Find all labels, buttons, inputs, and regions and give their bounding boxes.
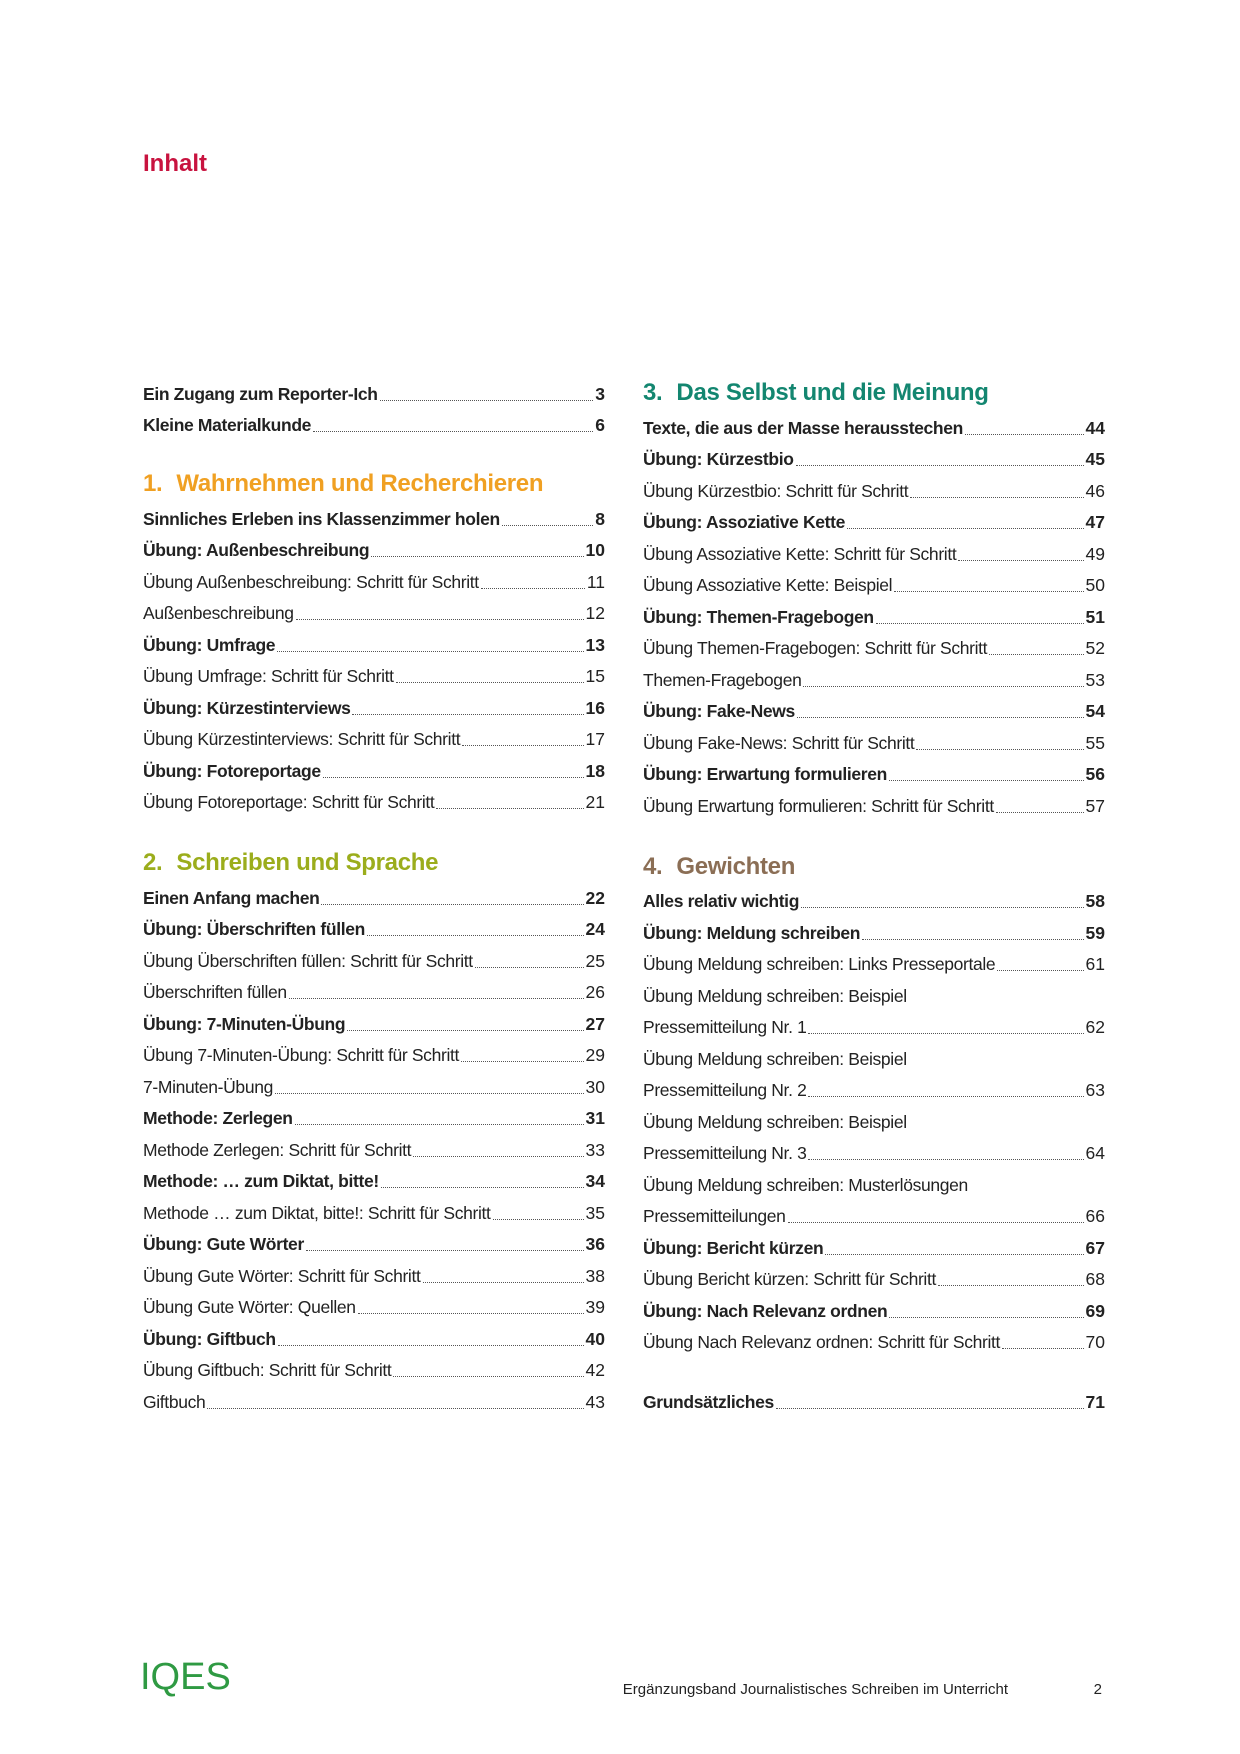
toc-entry [143, 1129, 605, 1161]
toc-entry-page: 51 [1085, 606, 1105, 627]
toc-entry [643, 1290, 1105, 1322]
toc-entry [143, 1192, 605, 1224]
toc-entry-title: Übung: Umfrage [143, 634, 276, 655]
toc-entry-title: Pressemitteilung Nr. 2 [643, 1080, 807, 1100]
toc-entry-title: Übung Kürzestbio: Schritt für Schritt [643, 480, 909, 501]
section-title: Wahrnehmen und Recherchieren [176, 470, 544, 497]
toc-entry-page: 45 [1085, 449, 1105, 469]
dot-leader [997, 970, 1083, 971]
dot-leader [502, 525, 593, 526]
toc-entry-page: 12 [585, 603, 605, 623]
dot-leader [801, 907, 1083, 908]
toc-entry-page: 30 [585, 1076, 605, 1097]
toc-entry-title: Übung Fotoreportage: Schritt für Schritt [143, 792, 435, 812]
dot-leader [352, 714, 583, 715]
dot-leader [916, 749, 1083, 750]
dot-leader [475, 967, 584, 968]
dot-leader [481, 588, 585, 589]
dot-leader [894, 591, 1083, 592]
toc-entry [643, 944, 1105, 976]
toc-entry-title: Außenbeschreibung [143, 603, 294, 623]
toc-entry-title: Übung: Fotoreportage [143, 760, 321, 781]
dot-leader [367, 935, 584, 936]
toc-entry-title: 7-Minuten-Übung [143, 1076, 273, 1097]
dot-leader [825, 1254, 1083, 1255]
toc-entry-title: Übung: Außenbeschreibung [143, 540, 370, 560]
dot-leader [413, 1156, 583, 1157]
toc-entry-page: 68 [1085, 1269, 1105, 1289]
dot-leader [277, 651, 583, 652]
toc-entry [643, 1038, 1105, 1070]
toc-entry-page: 63 [1085, 1080, 1105, 1100]
toc-entry [143, 593, 605, 625]
dot-leader [803, 686, 1083, 687]
toc-entry [143, 972, 605, 1004]
dot-leader [423, 1282, 584, 1283]
dot-leader [938, 1285, 1084, 1286]
toc-entry-title: Grundsätzliches [643, 1391, 774, 1412]
section-title: Gewichten [676, 852, 796, 880]
toc-entry [143, 498, 605, 530]
toc-entry-title: Übung Erwartung formulieren: Schritt für Schritt [643, 795, 994, 816]
toc-entry [643, 881, 1105, 913]
toc-section-2-list [143, 877, 605, 1413]
toc-entry-page: 10 [585, 540, 605, 560]
dot-leader [321, 904, 583, 905]
toc-entry-title: Übung Fake-News: Schritt für Schritt [643, 732, 915, 753]
toc-entry-title: Übung: Gute Wörter [143, 1234, 304, 1254]
toc-entry-page: 27 [585, 1013, 605, 1034]
toc-entry-page: 62 [1085, 1017, 1105, 1037]
toc-entry-page: 39 [585, 1297, 605, 1317]
toc-entry-page: 67 [1085, 1237, 1105, 1258]
dot-leader [323, 777, 584, 778]
dot-leader [788, 1222, 1084, 1223]
toc-entry-title: Pressemitteilung Nr. 1 [643, 1017, 807, 1037]
toc-entry [143, 687, 605, 719]
toc-entry-title: Übung: Themen-Fragebogen [643, 606, 874, 627]
toc-entry [143, 405, 605, 437]
toc-entry-title: Alles relativ wichtig [643, 891, 800, 911]
toc-entry-page: 54 [1085, 701, 1105, 721]
dot-leader [393, 1376, 583, 1377]
toc-entry-page: 8 [595, 508, 605, 529]
toc-entry-title: Texte, die aus der Masse herausstechen [643, 417, 963, 438]
dot-leader [275, 1093, 584, 1094]
toc-entry-page: 49 [1085, 543, 1105, 564]
dot-leader [808, 1159, 1083, 1160]
toc-entry-page: 13 [585, 634, 605, 655]
toc-entry-title: Übung Meldung schreiben: Beispiel [643, 985, 907, 1006]
toc-entry-page: 50 [1085, 575, 1105, 595]
toc-entry-title: Übung Meldung schreiben: Musterlösungen [643, 1174, 968, 1195]
toc-entry [143, 373, 605, 405]
dot-leader [278, 1345, 584, 1346]
dot-leader [776, 1408, 1084, 1409]
toc-entry-title: Übung Assoziative Kette: Schritt für Schritt [643, 543, 957, 564]
toc-entry-title: Übung: Kürzestinterviews [143, 697, 351, 718]
toc-entry [143, 1098, 605, 1130]
toc-entry [143, 624, 605, 656]
toc-entry-title: Giftbuch [143, 1391, 206, 1412]
toc-entry-page: 33 [585, 1139, 605, 1160]
toc-entry-title: Methode: … zum Diktat, bitte! [143, 1171, 379, 1191]
section-number: 1. [143, 470, 163, 497]
toc-entry-page: 64 [1085, 1143, 1105, 1163]
toc-entry [643, 439, 1105, 471]
toc-entry [643, 754, 1105, 786]
section-number: 2. [143, 849, 163, 876]
toc-entry [643, 596, 1105, 628]
dot-leader [436, 808, 583, 809]
toc-entry-title: Kleine Materialkunde [143, 415, 312, 435]
toc-entry-page: 47 [1085, 512, 1105, 532]
section-title: Das Selbst und die Meinung [676, 379, 989, 406]
toc-right-column [643, 373, 1105, 1413]
toc-entry-page: 29 [585, 1045, 605, 1065]
toc-entry-page: 36 [585, 1234, 605, 1254]
toc-entry-page: 43 [585, 1391, 605, 1412]
toc-entry [643, 1133, 1105, 1165]
toc-entry-page: 66 [1085, 1206, 1105, 1226]
toc-entry-title: Übung Überschriften füllen: Schritt für Schritt [143, 950, 473, 971]
toc-entry [643, 1259, 1105, 1291]
toc-entry-title: Übung: Fake-News [643, 701, 795, 721]
dot-leader [910, 497, 1083, 498]
dot-leader [296, 619, 584, 620]
toc-entry-page: 52 [1085, 638, 1105, 658]
toc-section-3-list [643, 407, 1105, 817]
toc-entry-title: Übung Meldung schreiben: Beispiel [643, 1111, 907, 1132]
toc-entry-title: Übung Umfrage: Schritt für Schritt [143, 666, 394, 686]
toc-entry [643, 628, 1105, 660]
toc-entry [643, 1164, 1105, 1196]
toc-entry-title: Übung Nach Relevanz ordnen: Schritt für Schritt [643, 1332, 1001, 1352]
toc-entry-page: 42 [585, 1360, 605, 1380]
toc-entry-page: 38 [585, 1265, 605, 1286]
toc-entry [643, 533, 1105, 565]
toc-entry [143, 1255, 605, 1287]
dot-leader [862, 939, 1083, 940]
toc-entry-title: Übung: Meldung schreiben [643, 922, 861, 943]
toc-entry [143, 656, 605, 688]
section-heading-1 [143, 464, 605, 498]
page-title: Inhalt [143, 150, 207, 177]
toc-entry-page: 35 [585, 1202, 605, 1223]
dot-leader [313, 431, 593, 432]
toc-entry [643, 1196, 1105, 1228]
dot-leader [889, 1317, 1083, 1318]
toc-section-4-list [643, 881, 1105, 1354]
dot-leader [958, 560, 1083, 561]
toc-entry [643, 1381, 1105, 1413]
toc-entry [643, 722, 1105, 754]
toc-entry-page: 57 [1085, 795, 1105, 816]
toc-entry [143, 1318, 605, 1350]
toc-entry-title: Übung: Erwartung formulieren [643, 764, 887, 784]
toc-entry-page: 17 [585, 729, 605, 749]
toc-entry [643, 1070, 1105, 1102]
toc-entry [143, 1287, 605, 1319]
toc-entry-title: Methode: Zerlegen [143, 1108, 293, 1128]
toc-entry-title: Ein Zugang zum Reporter-Ich [143, 383, 378, 404]
section-heading-4 [643, 847, 1105, 881]
dot-leader [371, 556, 583, 557]
dot-leader [808, 1096, 1083, 1097]
toc-entry [643, 1227, 1105, 1259]
toc-entry-page: 6 [595, 415, 605, 435]
dot-leader [876, 623, 1084, 624]
toc-entry-page: 24 [585, 919, 605, 939]
dot-leader [847, 528, 1084, 529]
toc-entry [143, 909, 605, 941]
toc-entry [143, 1224, 605, 1256]
dot-leader [461, 1061, 584, 1062]
toc-entry-title: Sinnliches Erleben ins Klassenzimmer holen [143, 508, 500, 529]
toc-entry-title: Einen Anfang machen [143, 887, 320, 908]
toc-entry-title: Übung Assoziative Kette: Beispiel [643, 575, 893, 595]
toc-entry-title: Übung 7-Minuten-Übung: Schritt für Schritt [143, 1045, 460, 1065]
dot-leader [380, 400, 594, 401]
dot-leader [965, 434, 1084, 435]
toc-entry-title: Übung Meldung schreiben: Links Presseportale [643, 954, 996, 974]
toc-entry-title: Übung Giftbuch: Schritt für Schritt [143, 1360, 392, 1380]
dot-leader [306, 1250, 584, 1251]
toc-entry-title: Übung Meldung schreiben: Beispiel [643, 1048, 907, 1069]
toc-entry-page: 18 [585, 760, 605, 781]
toc-entry-title: Übung: Kürzestbio [643, 449, 794, 469]
dot-leader [358, 1313, 584, 1314]
dot-leader [207, 1408, 583, 1409]
dot-leader [396, 682, 584, 683]
toc-entry-title: Übung Außenbeschreibung: Schritt für Schritt [143, 571, 479, 592]
toc-entry [143, 1066, 605, 1098]
toc-entry-page: 69 [1085, 1300, 1105, 1321]
toc-entry [643, 785, 1105, 817]
toc-entry-title: Übung Bericht kürzen: Schritt für Schritt [643, 1269, 936, 1289]
toc-entry [143, 1350, 605, 1382]
toc-entry-page: 70 [1085, 1332, 1105, 1352]
section-number: 4. [643, 852, 663, 880]
dot-leader [295, 1124, 584, 1125]
toc-entry-title: Übung Kürzestinterviews: Schritt für Schritt [143, 729, 461, 749]
dot-leader [289, 998, 584, 999]
toc-entry-title: Übung: Giftbuch [143, 1328, 276, 1349]
toc-entry [643, 1322, 1105, 1354]
toc-entry-title: Übung: 7-Minuten-Übung [143, 1013, 346, 1034]
toc-entry-page: 16 [585, 697, 605, 718]
toc-entry-title: Pressemitteilung Nr. 3 [643, 1143, 807, 1163]
toc-entry-page: 22 [585, 887, 605, 908]
dot-leader [889, 780, 1084, 781]
iqes-logo: IQES [140, 1656, 231, 1698]
toc-entry [143, 1003, 605, 1035]
toc-entry [643, 407, 1105, 439]
toc-entry-page: 55 [1085, 732, 1105, 753]
toc-entry-title: Methode Zerlegen: Schritt für Schritt [143, 1139, 412, 1160]
toc-entry-title: Methode … zum Diktat, bitte!: Schritt für Schritt [143, 1202, 491, 1223]
toc-entry [643, 659, 1105, 691]
toc-entry-page: 26 [585, 982, 605, 1002]
toc-intro-list [143, 373, 605, 436]
toc-entry-page: 34 [585, 1171, 605, 1191]
toc-entry [143, 1161, 605, 1193]
toc-entry-title: Übung: Assoziative Kette [643, 512, 845, 532]
dot-leader [996, 812, 1084, 813]
dot-leader [381, 1187, 584, 1188]
toc-entry-page: 40 [585, 1328, 605, 1349]
section-heading-2 [143, 843, 605, 877]
toc-entry [143, 1035, 605, 1067]
dot-leader [347, 1030, 583, 1031]
toc-entry-title: Übung: Nach Relevanz ordnen [643, 1300, 888, 1321]
toc-entry [643, 502, 1105, 534]
toc-entry-page: 56 [1085, 764, 1105, 784]
toc-entry-page: 71 [1085, 1391, 1105, 1412]
dot-leader [989, 654, 1083, 655]
toc-entry-page: 46 [1085, 480, 1105, 501]
toc-entry [643, 975, 1105, 1007]
footer-page-number: 2 [1093, 1681, 1102, 1698]
toc-entry [143, 877, 605, 909]
toc-entry-page: 61 [1085, 954, 1105, 974]
toc-entry-page: 58 [1085, 891, 1105, 911]
toc-entry-page: 15 [585, 666, 605, 686]
toc-entry-page: 44 [1085, 417, 1105, 438]
toc-entry [643, 565, 1105, 597]
toc-entry-page: 53 [1085, 669, 1105, 690]
toc-entry [143, 530, 605, 562]
toc-entry [143, 940, 605, 972]
dot-leader [808, 1033, 1083, 1034]
toc-entry-title: Pressemitteilungen [643, 1206, 786, 1226]
toc-entry-page: 31 [585, 1108, 605, 1128]
toc-entry [143, 750, 605, 782]
toc-entry [143, 719, 605, 751]
toc-entry [143, 1381, 605, 1413]
toc-entry [643, 912, 1105, 944]
dot-leader [462, 745, 583, 746]
section-number: 3. [643, 379, 663, 406]
toc-entry-title: Übung Gute Wörter: Schritt für Schritt [143, 1265, 421, 1286]
toc-entry [143, 782, 605, 814]
toc-entry-page: 25 [585, 950, 605, 971]
toc-entry-title: Übung Gute Wörter: Quellen [143, 1297, 356, 1317]
toc-entry [643, 1101, 1105, 1133]
toc-entry-page: 21 [585, 792, 605, 812]
toc-section-1-list [143, 498, 605, 813]
footer-title: Ergänzungsband Journalistisches Schreiben im Unterricht [622, 1681, 1008, 1698]
section-title: Schreiben und Sprache [176, 849, 439, 876]
dot-leader [797, 717, 1084, 718]
toc-entry [643, 691, 1105, 723]
toc-entry [643, 470, 1105, 502]
dot-leader [796, 465, 1084, 466]
toc-left-column [143, 373, 605, 1413]
toc-entry-title: Überschriften füllen [143, 982, 287, 1002]
toc-entry [643, 1007, 1105, 1039]
dot-leader [1002, 1348, 1083, 1349]
toc-outro-list [643, 1381, 1105, 1413]
toc-entry-page: 11 [586, 571, 605, 592]
toc-entry-title: Übung Themen-Fragebogen: Schritt für Schritt [643, 638, 988, 658]
toc-entry-page: 3 [595, 383, 605, 404]
toc-entry-title: Übung: Überschriften füllen [143, 919, 365, 939]
section-heading-3 [643, 373, 1105, 407]
dot-leader [493, 1219, 584, 1220]
toc-entry [143, 561, 605, 593]
toc-entry-title: Übung: Bericht kürzen [643, 1237, 824, 1258]
toc-entry-page: 59 [1085, 922, 1105, 943]
toc-entry-title: Themen-Fragebogen [643, 669, 802, 690]
